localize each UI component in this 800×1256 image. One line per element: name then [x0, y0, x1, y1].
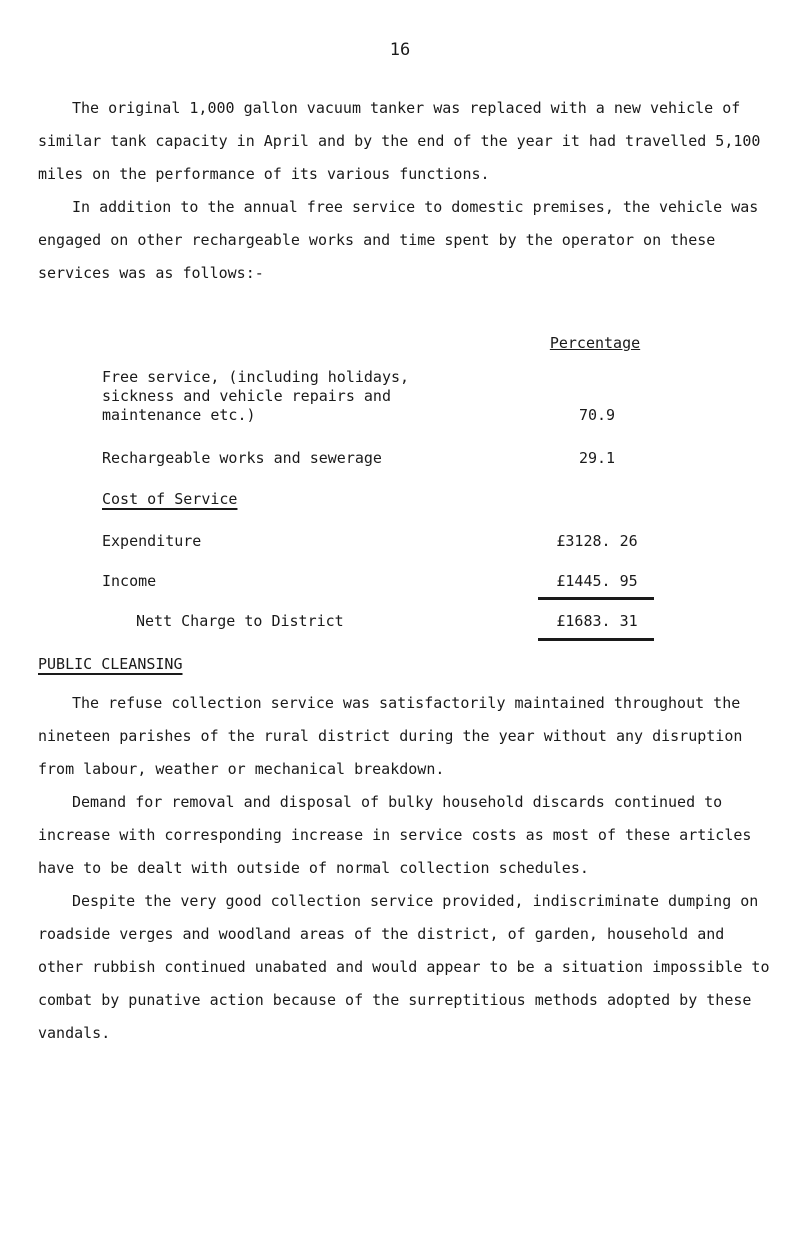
- service-row-rechargeable-value: 29.1: [578, 449, 616, 467]
- service-row-free: [102, 368, 662, 428]
- intro-paragraph-2: In addition to the annual free service to domestic premises, the vehicle was engaged on other rechargeable works and time spent by the operator on these services was as follows:-: [38, 198, 759, 282]
- cost-of-service-heading-row: [102, 490, 662, 510]
- page-number: 16: [389, 40, 411, 60]
- cleansing-paragraph-2: Demand for removal and disposal of bulky household discards continued to increase with corresponding increase in service costs as most of these articles have to be dealt with outside of normal collection schedules.: [38, 793, 752, 877]
- nett-charge-label: Nett Charge to District: [136, 612, 344, 630]
- service-row-rechargeable: [102, 449, 662, 469]
- service-row-free-value: 70.9: [578, 406, 616, 424]
- expenditure-label: Expenditure: [102, 532, 202, 550]
- income-row: [102, 572, 662, 592]
- sum-rule-top: [538, 597, 654, 600]
- cost-of-service-heading: Cost of Service: [102, 490, 238, 508]
- sum-rule-bottom: [538, 638, 654, 641]
- public-cleansing-heading: PUBLIC CLEANSING: [38, 655, 183, 673]
- income-label: Income: [102, 572, 157, 590]
- nett-charge-value: £1683. 31: [556, 612, 638, 630]
- expenditure-value: £3128. 26: [556, 532, 638, 550]
- expenditure-row: [102, 532, 662, 552]
- intro-paragraph-1: The original 1,000 gallon vacuum tanker was replaced with a new vehicle of similar tank capacity in April and by the end of the year it had travelled 5,100 miles on the performance of its various functions.: [38, 99, 761, 183]
- service-row-free-label: Free service, (including holidays, sickness and vehicle repairs and maintenance etc.): [102, 368, 410, 424]
- cleansing-paragraph-1: The refuse collection service was satisfactorily maintained throughout the nineteen parishes of the rural district during the year without any disruption from labour, weather or mechanical breakdown.: [38, 694, 743, 778]
- service-row-rechargeable-label: Rechargeable works and sewerage: [102, 449, 382, 467]
- income-value: £1445. 95: [556, 572, 638, 590]
- cleansing-paragraph-3: Despite the very good collection service provided, indiscriminate dumping on roadside verges and woodland areas of the district, of garden, household and other rubbish continued unabated and would appear to be a situation impossible to combat by punative action because of the surreptitious methods adopted by these vandals.: [38, 892, 770, 1042]
- percentage-header: Percentage: [549, 334, 641, 352]
- nett-charge-row: [102, 612, 662, 632]
